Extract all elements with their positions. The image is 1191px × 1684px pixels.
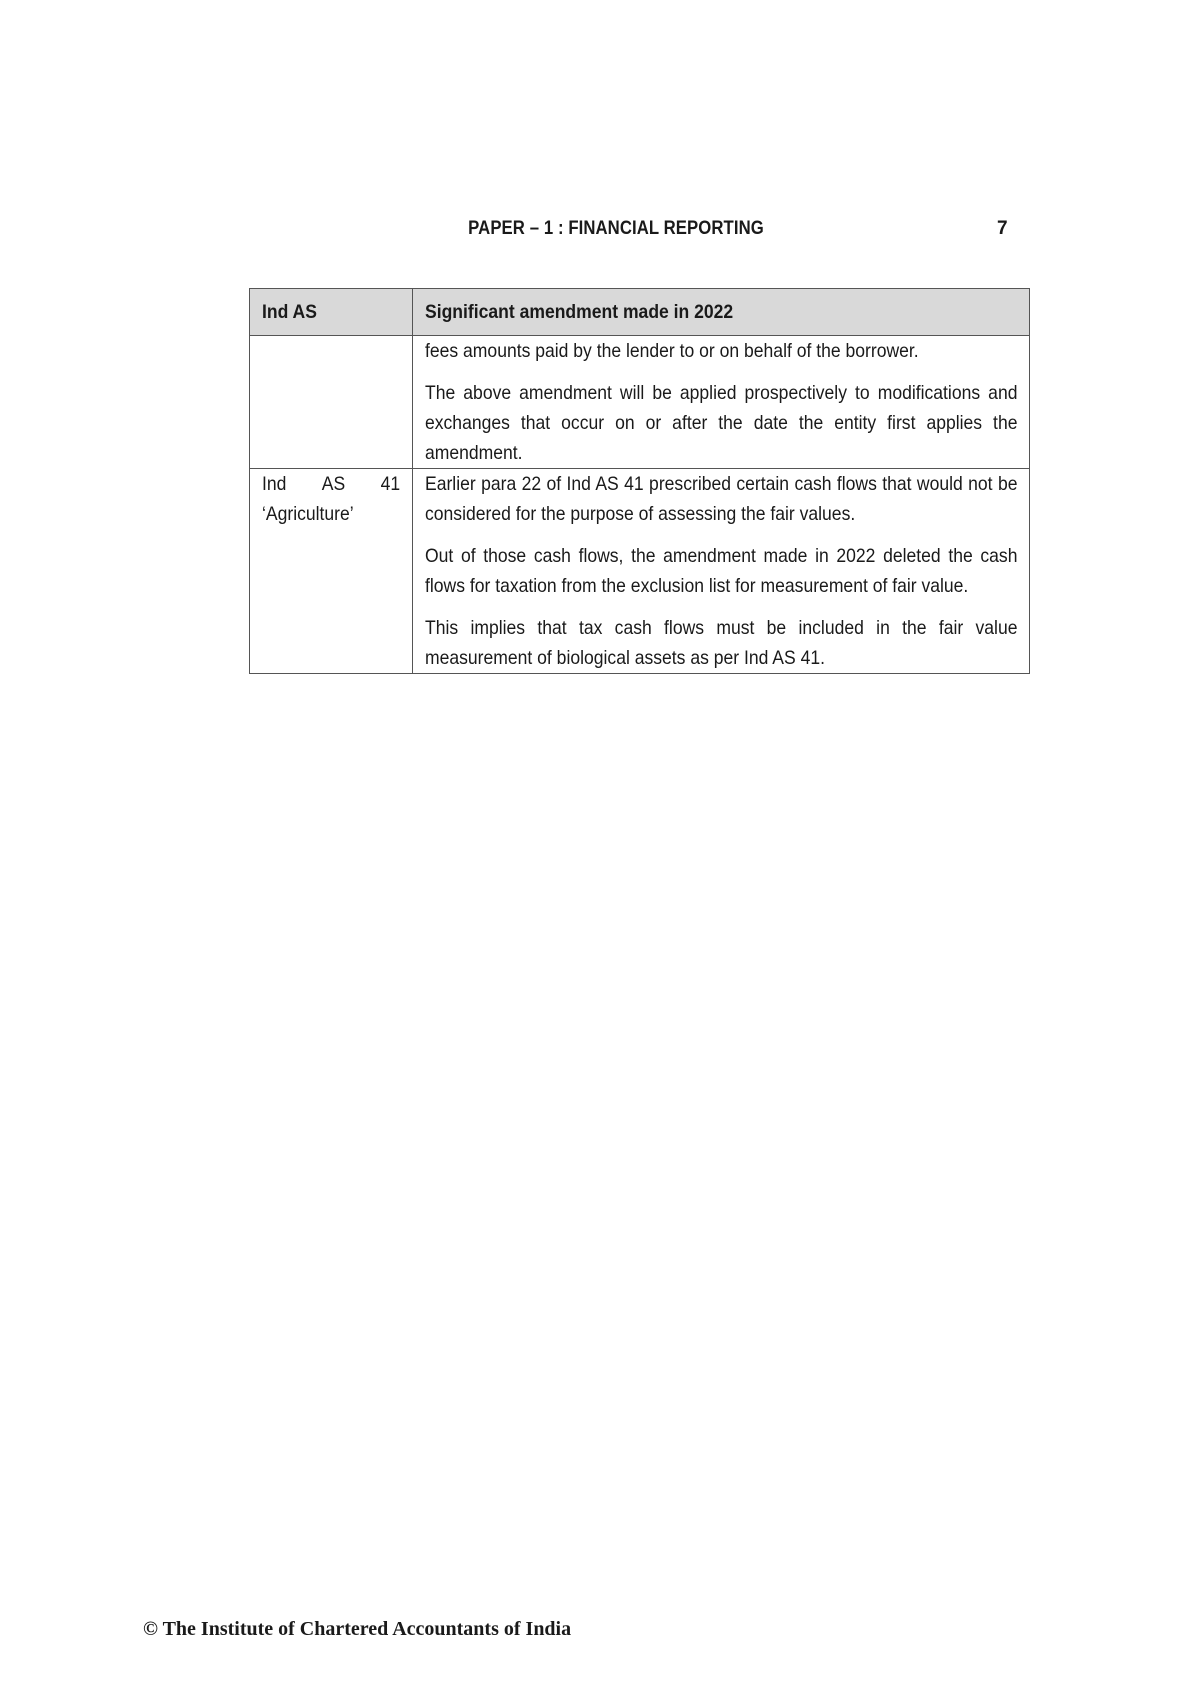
header-amendment: Significant amendment made in 2022 bbox=[413, 289, 1030, 336]
standard-name-line2: ‘Agriculture’ bbox=[262, 503, 354, 525]
standard-name-line1: Ind AS 41 bbox=[262, 473, 401, 495]
standard-cell bbox=[250, 469, 413, 674]
table-row bbox=[250, 469, 1030, 674]
amendment-paragraph: Out of those cash flows, the amendment made in 2022 deleted the cash flows for taxation from the exclusion list for measurement of fair value. bbox=[425, 545, 1018, 597]
standard-cell-empty bbox=[250, 336, 413, 469]
table-row bbox=[250, 336, 1030, 469]
amendment-cell bbox=[413, 469, 1030, 674]
amendment-paragraph: This implies that tax cash flows must be included in the fair value measurement of biological assets as per Ind AS 41. bbox=[425, 617, 1018, 669]
copyright-footer: © The Institute of Chartered Accountants of India bbox=[143, 1618, 572, 1640]
page-title: PAPER – 1 : FINANCIAL REPORTING bbox=[468, 218, 764, 239]
table-header-row bbox=[250, 289, 1030, 336]
amendment-paragraph: The above amendment will be applied prospectively to modifications and exchanges that occur on or after the date the entity first applies the amendment. bbox=[425, 382, 1018, 464]
amendments-table bbox=[249, 288, 1030, 674]
page-number: 7 bbox=[997, 218, 1008, 239]
page-header bbox=[0, 218, 1191, 244]
amendment-paragraph: fees amounts paid by the lender to or on behalf of the borrower. bbox=[425, 340, 919, 362]
header-ind-as: Ind AS bbox=[250, 289, 413, 336]
amendment-paragraph: Earlier para 22 of Ind AS 41 prescribed certain cash flows that would not be considered for the purpose of assessing the fair values. bbox=[425, 473, 1018, 525]
amendment-cell bbox=[413, 336, 1030, 469]
